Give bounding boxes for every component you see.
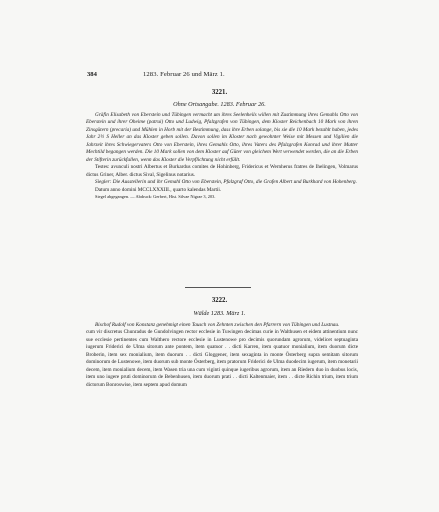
charter-text: cum vir discretus Chunradus de Gundolvingen rector ecclesie in Tuwingen decimas curie in Walthusen et eidem attinentium nunc sue ecclesie pertinentes cum Walthero rectore ecclesie in Lustenowe pro decimis quorundam agrorum, videlicet septuaginta iugerum Friderici de Ulma sitorum ante pontem, item quatuor . . dicti Karren, item quatuor monialium, item duorum dicte Broberin, item sex monialium, item duorum . . dicti Gloggener, item sexaginta in monte Österberg supra semitam sitorum dominorum de Lustenowe, item duorum sub monte Österberg, item pratorum Friderici de Ulma duodecim iugerum, item monetarii decem, item monialium decem, item Wasen tria una cum viginti quinque iugeribus agrorum, item an Riedern duo in duobus locis, item uno iugere pruti dominorum de Bebenhusen, item duorum prati . . dicti Kaltenmaier, item . . dicte Richin trium, item trium dictorum Bonroswise, item septem apud domum xyxy=(86,329,358,388)
page-header xyxy=(87,71,357,78)
document-number: 3221. xyxy=(211,89,228,96)
source-note: Siegel abgegangen. — Abdruck: Gerbert, Hist. Silvae Nigrae 3, 203. xyxy=(95,193,216,199)
regest-summary: Gräfin Elisabeth von Eberstein und Tübingen vermacht um ihres Seelenheils willen mit Zustimmung ihres Gemahls Otto von Eberstein und ihrer Oheime (patrui) Otto und Ludwig, Pfalzgrafen von Tübingen, dem Kloster Reichenbach 10 Mark von ihren Zinsgütern (precaria) und Mühlen in Horb mit der Bestimmung, dass ihre Erben solange, bis sie die 10 Mark bezahlt haben, jedes Jahr 2½ S Heller an das Kloster geben sollen. Davon sollen im Kloster nach gewohnter Weise mit Messen und Vigilien die Jahrzeit ihres Schwiegervaters Otto von Eberstein, ihres Gemahls Otto, ihres Vaters des Pfalzgrafen Konrad und ihrer Mutter Mechtild begangen werden. Die 10 Mark sollen von dem Kloster auf Güter von gleichem Wert verwendet werden, die an die Erben der Stifterin zurückfallen, wenn das Kloster die Verpflichtung nicht erfüllt. xyxy=(86,112,358,163)
datum-line: Datum anno domini MCCLXXXIII., quarto kalendas Martii. xyxy=(95,186,222,193)
page-number: 384 xyxy=(87,71,97,78)
testes-paragraph: Testes: avunculi nostri Albertus et Burkardus comites de Hohinberg, Fridericus et Wernherus fratres de Ihelingen, Volmarus dictus Griner, Alber. dictus Sival, Sigelinus notarius. xyxy=(86,164,358,178)
section-divider xyxy=(185,287,251,288)
document-number: 3222. xyxy=(211,297,228,304)
document-date: Wälde 1283. März 1. xyxy=(193,310,246,317)
document-1-text xyxy=(86,112,358,200)
running-title: 1283. Februar 26 und März 1. xyxy=(143,71,225,78)
document-2-text xyxy=(86,322,358,389)
sigler-paragraph: Siegler: Die Ausstellerin und ihr Gemahl Otto von Eberstein, Pfalzgraf Otto, die Grafen Albert und Burkhard von Hohenberg. xyxy=(95,179,357,186)
document-date: Ohne Ortsangabe. 1283. Februar 26. xyxy=(173,101,266,108)
regest-summary: Bischof Rudolf von Konstanz genehmigt einen Tausch von Zehnten zwischen den Pfarrern von Tübingen und Lustnau. xyxy=(95,322,340,328)
